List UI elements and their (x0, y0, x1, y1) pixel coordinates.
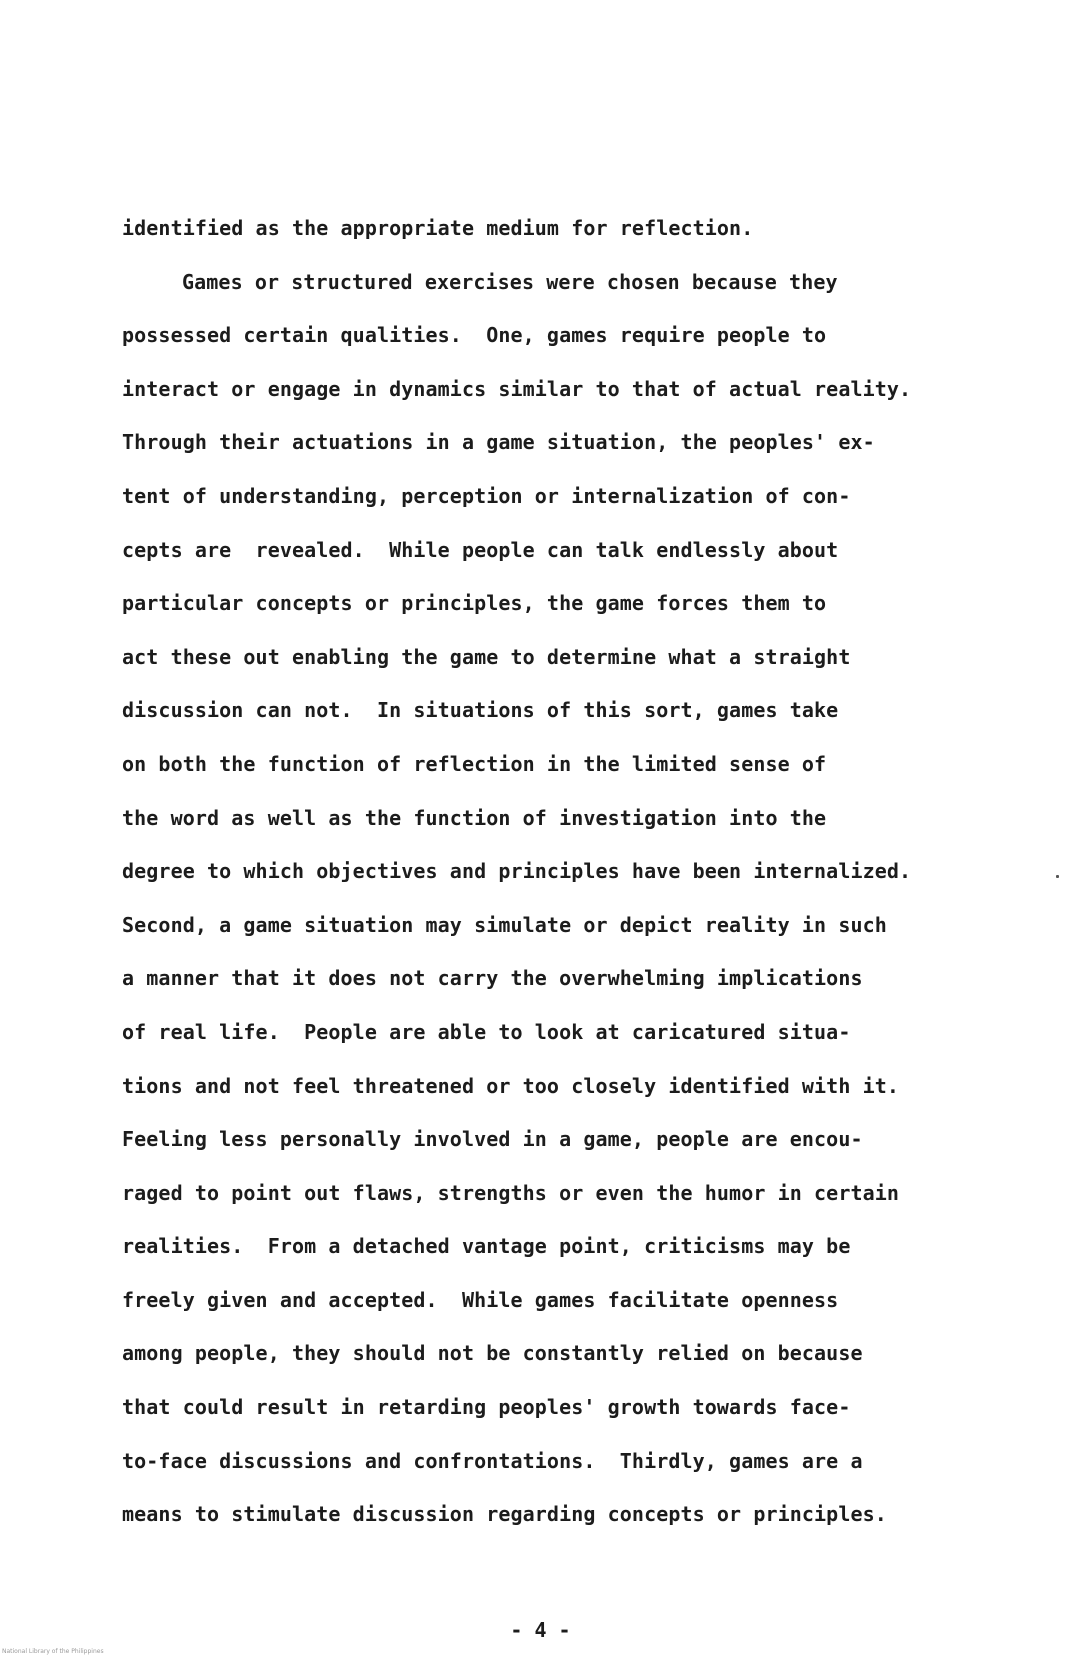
text-line: to-face discussions and confrontations. Thirdly, games are a (122, 1448, 863, 1473)
page-number: - 4 - (510, 1618, 571, 1642)
text-line: realities. From a detached vantage point, criticisms may be (122, 1234, 851, 1259)
text-line: a manner that it does not carry the overwhelming implications (122, 966, 863, 991)
text-line: Second, a game situation may simulate or depict reality in such (122, 912, 887, 937)
text-line: among people, they should not be constantly relied on because (122, 1341, 863, 1366)
text-line: possessed certain qualities. One, games require people to (122, 323, 827, 348)
text-line: freely given and accepted. While games facilitate openness (122, 1287, 839, 1312)
text-line: the word as well as the function of investigation into the (122, 805, 827, 830)
text-line: degree to which objectives and principles have been internalized. (122, 859, 912, 884)
text-line: identified as the appropriate medium for reflection. (122, 216, 754, 240)
text-line: on both the function of reflection in the limited sense of (122, 751, 827, 776)
text-line: raged to point out flaws, strengths or even the humor in certain (122, 1180, 900, 1205)
scan-mark (1056, 875, 1059, 878)
text-line: that could result in retarding peoples' growth towards face- (122, 1395, 851, 1420)
text-line: particular concepts or principles, the game forces them to (122, 591, 827, 616)
text-line: discussion can not. In situations of this sort, games take (122, 698, 839, 723)
body-text (122, 202, 982, 1542)
text-line: tions and not feel threatened or too closely identified with it. (122, 1073, 900, 1098)
text-line: Feeling less personally involved in a game, people are encou- (122, 1127, 863, 1152)
text-line: of real life. People are able to look at caricatured situa- (122, 1019, 851, 1044)
text-line: Through their actuations in a game situation, the peoples' ex- (122, 430, 875, 455)
text-line: act these out enabling the game to determine what a straight (122, 644, 851, 669)
text-line: cepts are revealed. While people can talk endlessly about (122, 537, 839, 562)
text-line: interact or engage in dynamics similar to that of actual reality. (122, 376, 912, 401)
paragraph-first-line: Games or structured exercises were chosen because they (182, 269, 838, 294)
text-line: tent of understanding, perception or internalization of con- (122, 483, 851, 508)
footer-note: National Library of the Philippines (2, 1648, 104, 1655)
text-line: means to stimulate discussion regarding concepts or principles. (122, 1502, 887, 1527)
